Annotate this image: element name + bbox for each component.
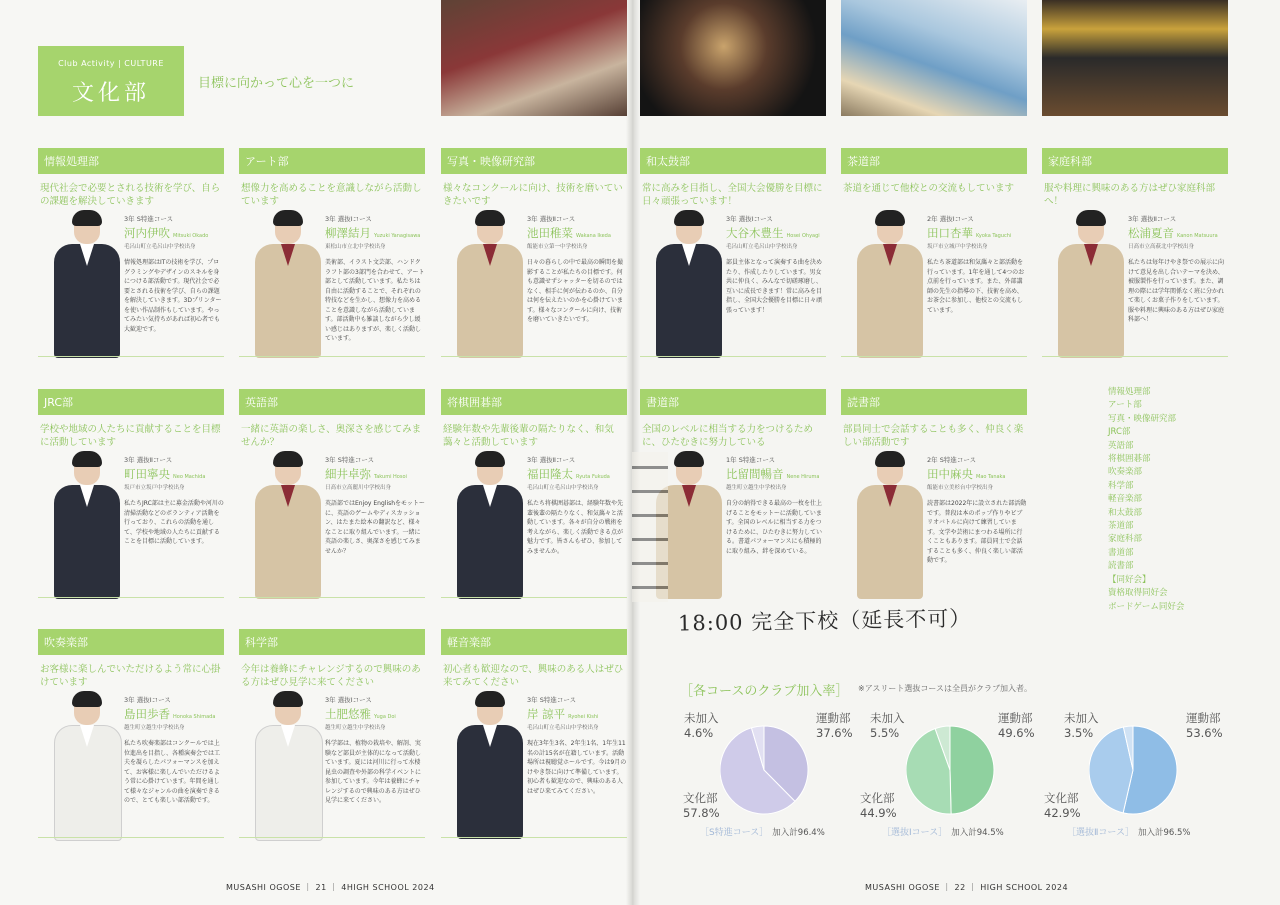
calligraphy-scroll xyxy=(632,452,668,602)
club-catchphrase: 初心者も歓迎なので、興味のある人はぜひ来てみてください xyxy=(443,664,624,688)
pie-chart-s-tokushin xyxy=(720,722,810,822)
student-school: 坂戸市立坂戸中学校出身 xyxy=(124,485,185,491)
student-info xyxy=(527,695,627,796)
divider xyxy=(239,597,425,598)
club-title-bar xyxy=(640,389,826,415)
club-name: 書道部 xyxy=(646,396,679,409)
club-name: 茶道部 xyxy=(847,155,880,168)
club-card xyxy=(441,629,627,839)
pie-course-label: ［選抜Ⅰコース］ 加入計94.5% xyxy=(882,828,1004,838)
photo-brass-band xyxy=(441,0,627,116)
student-name: 土肥悠雅 Yuga Doi xyxy=(325,707,396,721)
student-photo xyxy=(847,210,933,358)
student-info xyxy=(124,214,224,334)
club-card xyxy=(239,629,425,839)
divider xyxy=(38,837,224,838)
student-school: 毛呂山町立毛呂山中学校出身 xyxy=(527,485,599,491)
student-course: 3年 S特進コース xyxy=(325,456,375,464)
club-name: 軽音楽部 xyxy=(447,636,491,649)
student-info xyxy=(325,214,425,344)
student-course: 3年 選抜Ⅰコース xyxy=(325,215,372,223)
pie-label-sports: 運動部 53.6% xyxy=(1186,711,1223,740)
club-description: 読書部は2022年に設立された部活動です。普段は本のポップ作りやビブリオバトルに向けて練習しています。文学や芸術にまつわる場所に行くこともあります。部員同士で会話することも多く、仲良く楽しい部活動です。 xyxy=(927,500,1027,564)
club-description: 現在3年生3名、2年生1名、1年生11名の計15名が在籍しています。活動場所は視聴覚ホールです。今は9月のけやき祭に向けて準備しています。初心者も歓迎なので、興味のある人はぜひ来てみてください。 xyxy=(527,740,627,795)
student-school: 坂戸市立城戸中学校出身 xyxy=(927,244,988,250)
club-catchphrase: 一緒に英語の楽しさ、奥深さを感じてみませんか？ xyxy=(241,424,422,448)
student-photo xyxy=(447,691,533,839)
club-card xyxy=(841,148,1027,358)
student-info xyxy=(927,455,1027,566)
pie-label-culture: 文化部 42.9% xyxy=(1044,791,1081,820)
club-catchphrase: 全国のレベルに相当する力をつけるために、ひたむきに努力している xyxy=(642,424,814,448)
photo-art-painting xyxy=(841,0,1027,116)
section-slogan: 目標に向かって心を一つに xyxy=(198,76,355,91)
club-name: 科学部 xyxy=(245,636,278,649)
club-index-item: 資格取得同好会 xyxy=(1108,588,1168,599)
student-course: 3年 選抜Ⅱコース xyxy=(124,456,173,464)
club-index-item: 【同好会】 xyxy=(1108,574,1151,585)
student-course: 3年 選抜Ⅱコース xyxy=(1128,215,1177,223)
section-title: 文化部 xyxy=(71,81,150,106)
student-course: 3年 選抜Ⅰコース xyxy=(726,215,773,223)
club-title-bar xyxy=(38,389,224,415)
club-card xyxy=(1042,148,1228,358)
club-index-item: 吹奏楽部 xyxy=(1108,467,1143,478)
student-name: 田口杏華 Kyoka Taguchi xyxy=(927,226,1012,240)
club-index-item: 読書部 xyxy=(1108,561,1134,572)
club-name: 読書部 xyxy=(847,396,880,409)
club-index-item: 英語部 xyxy=(1108,440,1134,451)
student-photo xyxy=(447,210,533,358)
student-school: 飯能市立美杉台中学校出身 xyxy=(927,485,994,491)
club-index-item: 和太鼓部 xyxy=(1108,507,1143,518)
club-title-bar xyxy=(841,389,1027,415)
student-photo xyxy=(245,451,331,599)
student-photo xyxy=(847,451,933,599)
club-description: 情報処理部はITの技術を学び、プログラミングやデザインのスキルを身につける部活動です。現代社会で必要とされる技術を学び、自らの課題を解決していきます。3Dプリンターを使い作品制作もしています。やってみたい気持ちがあれば初心者でも大歓迎です。 xyxy=(124,259,222,333)
student-photo xyxy=(447,451,533,599)
club-index-item: 家庭科部 xyxy=(1108,534,1143,545)
student-name: 河内伊吹 Mitsuki Okado xyxy=(124,226,209,240)
student-info xyxy=(726,214,826,315)
student-photo xyxy=(646,210,732,358)
club-title-bar xyxy=(441,389,627,415)
club-title-bar xyxy=(239,148,425,174)
student-photo xyxy=(1048,210,1134,358)
club-description: 私たちは毎年けやき祭での展示に向けて意見を出し合いテーマを決め、被服製作を行っています。また、調理の際には学年関係なく班に分かれて楽しくお菓子作りをしています。服や料理に興味のある方はぜひ家庭科部へ！ xyxy=(1128,259,1225,323)
club-catchphrase: 経験年数や先輩後輩の隔たりなく、和気藹々と活動しています xyxy=(443,424,614,448)
club-description: 私たち吹奏楽部はコンクールでは上位進出を目指し、各種演奏会では工夫を凝らしたパフォーマンスを加えて、お客様に楽しんでいただけるよう常に心掛けています。年間を通して様々なジャンルの曲を演奏できるので、とても楽しい部活動です。 xyxy=(124,740,221,804)
club-catchphrase: 学校や地域の人たちに貢献することを目標に活動しています xyxy=(40,424,221,448)
club-name: アート部 xyxy=(245,155,289,168)
club-catchphrase: 今年は養蜂にチャレンジするので興味のある方はぜひ見学に来てください xyxy=(241,664,421,688)
page-folio-left: MUSASHI OGOSE ｜ 21 ｜ 4HIGH SCHOOL 2024 xyxy=(226,883,435,892)
student-school: 日高市立高萩北中学校出身 xyxy=(1128,244,1195,250)
pie-course-label: ［選抜Ⅱコース］ 加入計96.5% xyxy=(1067,828,1191,838)
divider xyxy=(640,356,826,357)
club-index-item: 情報処理部 xyxy=(1108,387,1151,397)
pie-label-none: 未加入 5.5% xyxy=(870,711,905,740)
photo-taiko xyxy=(640,0,826,116)
student-photo xyxy=(245,691,331,839)
pie-chart-senbatsu-2 xyxy=(1089,722,1179,822)
club-index-item: 写真・映像研究部 xyxy=(1108,413,1177,424)
club-card xyxy=(38,629,224,839)
club-description: 美術部、イラスト文芸部、ハンドクラフト部の3部門を合わせて、アート部として活動しています。私たちは自由に活動することで、それぞれの特技などを生かし、想像力を高めることを意識しながら活動しています。部活動中も雑談しながら少し緩い感じはありますが、楽しく活動しています。 xyxy=(325,259,425,342)
student-photo xyxy=(44,451,130,599)
divider xyxy=(441,597,627,598)
student-info xyxy=(325,695,425,806)
student-course: 3年 選抜Ⅰコース xyxy=(124,696,171,704)
student-course: 3年 選抜Ⅱコース xyxy=(527,456,576,464)
club-description: 英語部ではEnjoy Englishをモットーに、英語のゲームやディスカッション、はたまた絵本の翻訳など、様々なことに取り組んでいます。一緒に英語の楽しさ、奥深さを感じてみませんか？ xyxy=(325,500,425,555)
club-card xyxy=(38,148,224,358)
handwritten-memo: 18:00 完全下校（延長不可） xyxy=(677,606,972,636)
club-description: 私たち将棋囲碁部は、経験年数や先輩後輩の隔たりなく、和気藹々と活動しています。各々が自分の戦術を考えながら、楽しく活動できる点が魅力です。皆さんもぜひ、参加してみませんか。 xyxy=(527,500,624,555)
student-info xyxy=(124,695,224,806)
divider xyxy=(1042,356,1228,357)
club-catchphrase: 常に高みを目指し、全国大会優勝を目標に日々頑張っています！ xyxy=(642,183,823,207)
student-info xyxy=(124,455,224,547)
pie-label-sports: 運動部 37.6% xyxy=(816,711,853,740)
divider xyxy=(841,356,1027,357)
student-course: 2年 選抜Ⅰコース xyxy=(927,215,974,223)
section-header xyxy=(38,46,184,116)
divider xyxy=(38,597,224,598)
club-description: 科学部は、植物の栽培や、解剖、実験など部員が主体的になって活動しています。夏には河川に行って水棲昆虫の調査や外部の科学イベントに参加しています。今年は養蜂にチャレンジするので興味のある方はぜひ見学に来てください。 xyxy=(325,740,422,804)
club-index-item: JRC部 xyxy=(1108,427,1131,438)
student-name: 福田隆太 Ryuta Fukuda xyxy=(527,467,610,481)
page-folio-right: MUSASHI OGOSE ｜ 22 ｜ HIGH SCHOOL 2024 xyxy=(865,883,1069,892)
stats-note: ※アスリート選抜コースは全員がクラブ加入者。 xyxy=(858,684,1032,693)
student-info xyxy=(1128,214,1228,325)
club-name: 写真・映像研究部 xyxy=(447,155,535,168)
club-title-bar xyxy=(38,148,224,174)
club-catchphrase: 様々なコンクールに向け、技術を磨いていきたいです xyxy=(443,183,623,207)
club-title-bar xyxy=(441,148,627,174)
club-name: 将棋囲碁部 xyxy=(447,396,502,409)
club-catchphrase: 服や料理に興味のある方はぜひ家庭科部へ！ xyxy=(1044,183,1216,207)
club-card xyxy=(239,148,425,358)
club-name: 家庭科部 xyxy=(1048,155,1092,168)
student-course: 3年 選抜Ⅱコース xyxy=(527,215,576,223)
club-description: 私たちJRC部は主に募金活動や河川の清掃活動などのボランティア活動を行っており、これらの活動を通して、学校や地域の人たちに貢献することを目標に活動しています。 xyxy=(124,500,224,545)
club-card xyxy=(239,389,425,599)
student-school: 越生町立越生中学校出身 xyxy=(325,725,386,731)
pie-chart-senbatsu-1 xyxy=(906,722,996,822)
student-course: 3年 選抜Ⅰコース xyxy=(325,696,372,704)
student-name: 柳澤結月 Yuzuki Yanagisawa xyxy=(325,226,421,240)
club-catchphrase: 部員同士で会話することも多く、仲良く楽しい部活動です xyxy=(843,424,1024,448)
club-card xyxy=(441,389,627,599)
club-title-bar xyxy=(841,148,1027,174)
club-index-list xyxy=(1108,386,1248,614)
student-photo xyxy=(44,210,130,358)
photo-light-music xyxy=(1042,0,1228,116)
club-name: 和太鼓部 xyxy=(646,155,690,168)
student-name: 松浦夏音 Kanon Matsuura xyxy=(1128,226,1218,240)
pie-label-sports: 運動部 49.6% xyxy=(998,711,1035,740)
student-school: 東松山市立北中学校出身 xyxy=(325,244,386,250)
stats-title: ［各コースのクラブ加入率］ xyxy=(680,684,849,699)
pie-label-culture: 文化部 57.8% xyxy=(683,791,720,820)
club-title-bar xyxy=(1042,148,1228,174)
pie-label-culture: 文化部 44.9% xyxy=(860,791,897,820)
club-description: 自分の納得できる最高の一枚を仕上げることをモットーに活動しています。全国のレベルに相当する力をつけるために、ひたむきに努力している。書道パフォーマンスにも積極的に取り組み、絆を深めている。 xyxy=(726,500,823,555)
club-catchphrase: 想像力を高めることを意識しながら活動しています xyxy=(241,183,422,207)
student-course: 3年 S特進コース xyxy=(527,696,577,704)
student-school: 毛呂山町立毛呂山中学校出身 xyxy=(726,244,798,250)
club-description: 日々の暮らしの中で最高の瞬間を撮影することが私たちの目標です。何も意識せずシャッターを切るのではなく、相手に何が伝わるのか、自分は何を伝えたいのかを心掛けています。様々なコンクールに向け、技術を磨いていきたいです。 xyxy=(527,259,624,323)
club-name: JRC部 xyxy=(44,396,74,409)
student-school: 越生町立越生中学校出身 xyxy=(726,485,787,491)
club-title-bar xyxy=(239,629,425,655)
pie-slice-sports xyxy=(950,726,994,814)
club-name: 情報処理部 xyxy=(44,155,99,168)
club-name: 英語部 xyxy=(245,396,278,409)
club-description: 部員主体となって演奏する曲を決めたり、作成したりしています。男女共に仲良く、みんなで切磋琢磨し、互いに成長できます！常に高みを目指し、全国大会優勝を目標に日々頑張っています！ xyxy=(726,259,823,314)
club-index-item: 軽音楽部 xyxy=(1108,494,1143,505)
club-card xyxy=(38,389,224,599)
student-course: 3年 S特進コース xyxy=(124,215,174,223)
club-catchphrase: お客様に楽しんでいただけるよう常に心掛けています xyxy=(40,664,221,688)
student-school: 越生町立越生中学校出身 xyxy=(124,725,185,731)
student-school: 毛呂山町立毛呂山中学校出身 xyxy=(527,725,599,731)
club-card xyxy=(841,389,1027,599)
student-name: 町田寧央 Neo Machida xyxy=(124,467,206,481)
student-info xyxy=(527,455,627,556)
student-photo xyxy=(245,210,331,358)
pie-course-label: ［S特進コース］ 加入計96.4% xyxy=(700,828,825,838)
club-index-item: 茶道部 xyxy=(1108,521,1134,532)
student-info xyxy=(527,214,627,325)
student-info xyxy=(927,214,1027,315)
student-school: 飯能市立第一中学校出身 xyxy=(527,244,588,250)
club-description: 私たち茶道部は和気藹々と部活動を行っています。1年を通して4つのお点前を行っています。また、外部講師の先生の指導の下、技術を高め、お茶会に参加し、他校との交流もしています。 xyxy=(927,259,1025,314)
student-course: 2年 S特進コース xyxy=(927,456,977,464)
club-title-bar xyxy=(441,629,627,655)
club-index-item: アート部 xyxy=(1108,400,1142,411)
club-name: 吹奏楽部 xyxy=(44,636,88,649)
pie-label-none: 未加入 4.6% xyxy=(684,711,719,740)
club-title-bar xyxy=(640,148,826,174)
club-index-item: 将棋囲碁部 xyxy=(1108,454,1151,465)
divider xyxy=(239,356,425,357)
student-name: 島田歩香 Honoka Shimada xyxy=(124,707,216,721)
club-index-item: ボードゲーム同好会 xyxy=(1108,601,1185,612)
student-name: 池田稚菜 Wakana Ikeda xyxy=(527,226,611,240)
club-title-bar xyxy=(239,389,425,415)
pie-label-none: 未加入 3.5% xyxy=(1064,711,1099,740)
club-index-item: 書道部 xyxy=(1108,547,1134,558)
student-info xyxy=(726,455,826,556)
student-name: 細井卓弥 Takumi Hosoi xyxy=(325,467,407,481)
club-catchphrase: 茶道を通じて他校との交流もしています xyxy=(843,183,1015,194)
club-card xyxy=(441,148,627,358)
divider xyxy=(441,356,627,357)
student-info xyxy=(325,455,425,556)
student-school: 日高市立高麗川中学校出身 xyxy=(325,485,392,491)
student-course: 1年 S特進コース xyxy=(726,456,776,464)
student-photo xyxy=(44,691,130,839)
divider xyxy=(441,837,627,838)
divider xyxy=(38,356,224,357)
club-card xyxy=(640,148,826,358)
student-name: 岸 諒平 Ryohei Kishi xyxy=(527,707,599,721)
club-catchphrase: 現代社会で必要とされる技術を学び、自らの課題を解決していきます xyxy=(40,183,221,207)
club-index-item: 科学部 xyxy=(1108,480,1134,491)
student-school: 毛呂山町立毛呂山中学校出身 xyxy=(124,244,196,250)
divider xyxy=(239,837,425,838)
student-name: 田中麻央 Mao Tanaka xyxy=(927,467,1006,481)
section-subtitle: Club Activity | CULTURE xyxy=(58,59,164,68)
student-name: 大谷木豊生 Hosei Ohyagi xyxy=(726,226,820,240)
club-title-bar xyxy=(38,629,224,655)
student-name: 比留間暢音 Nene Hiruma xyxy=(726,467,820,481)
